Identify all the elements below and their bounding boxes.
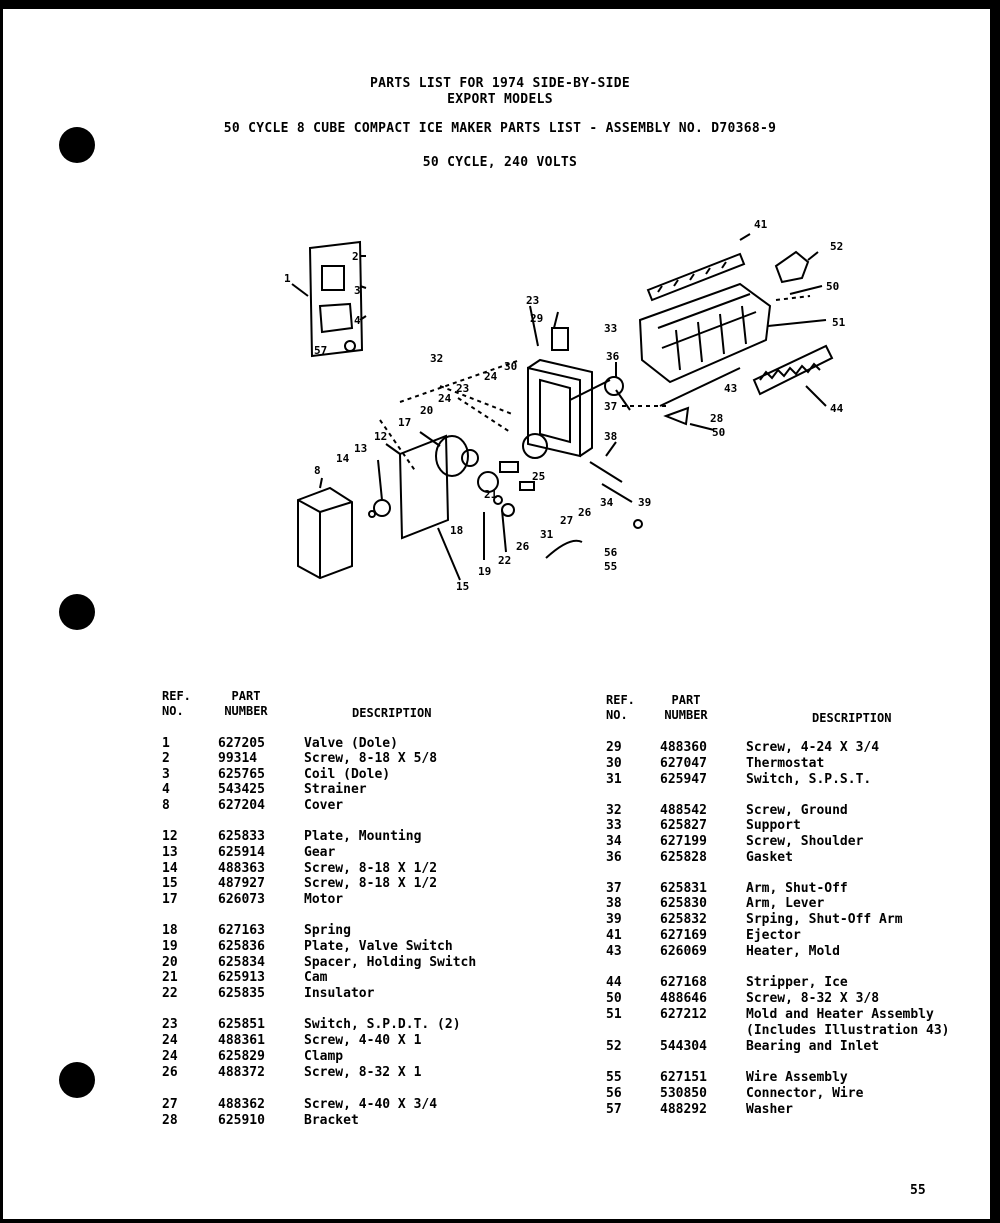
part-number: 625914	[218, 845, 265, 860]
ref-no: 8	[162, 798, 170, 813]
svg-text:37: 37	[604, 400, 618, 413]
scan-border-bottom	[0, 1219, 1000, 1223]
svg-text:21: 21	[484, 488, 498, 501]
part-description: Heater, Mold	[746, 944, 840, 959]
part-number: 625947	[660, 772, 707, 787]
part-number: 627151	[660, 1070, 707, 1085]
part-description: Bearing and Inlet	[746, 1039, 880, 1054]
part-number: 627163	[218, 923, 265, 938]
part-description: Plate, Mounting	[304, 829, 422, 844]
part-number: 627212	[660, 1007, 707, 1022]
part-number: 625829	[218, 1049, 265, 1064]
ref-no: 14	[162, 861, 178, 876]
valve-coil	[322, 266, 344, 290]
part-description: Washer	[746, 1102, 793, 1117]
part-number: 625835	[218, 986, 265, 1001]
ref-no: 18	[162, 923, 178, 938]
part-description: Cam	[304, 970, 328, 985]
part-description: Wire Assembly	[746, 1070, 848, 1085]
ref-no: 27	[162, 1097, 178, 1112]
part-description: Switch, S.P.D.T. (2)	[304, 1017, 461, 1032]
assembly-line: 50 CYCLE 8 CUBE COMPACT ICE MAKER PARTS LIST - ASSEMBLY NO. D70368-9	[223, 121, 777, 136]
svg-text:26: 26	[516, 540, 530, 553]
svg-text:2: 2	[352, 250, 359, 263]
cover-box	[298, 488, 352, 578]
part-number: 530850	[660, 1086, 707, 1101]
part-number: 625913	[218, 970, 265, 985]
svg-text:31: 31	[540, 528, 554, 541]
svg-text:18: 18	[450, 524, 464, 537]
part-number: 627205	[218, 736, 265, 751]
part-description: Spring	[304, 923, 351, 938]
svg-text:8: 8	[314, 464, 321, 477]
part-description: Srping, Shut-Off Arm	[746, 912, 903, 927]
part-description: Cover	[304, 798, 344, 813]
svg-text:3: 3	[354, 284, 361, 297]
part-description: Arm, Lever	[746, 896, 825, 911]
part-description: Connector, Wire	[746, 1086, 864, 1101]
svg-text:1: 1	[284, 272, 291, 285]
ref-no: 38	[606, 896, 622, 911]
ref-no: 33	[606, 818, 622, 833]
housing-support	[528, 368, 580, 456]
svg-text:27: 27	[560, 514, 574, 527]
svg-text:51: 51	[832, 316, 846, 329]
thermostat	[552, 328, 568, 350]
ref-no-header: REF. NO.	[606, 693, 635, 722]
part-description: Strainer	[304, 782, 367, 797]
ref-no: 13	[162, 845, 178, 860]
svg-text:50: 50	[712, 426, 726, 439]
ref-no: 4	[162, 782, 170, 797]
svg-text:23: 23	[526, 294, 540, 307]
part-number: 488372	[218, 1065, 265, 1080]
part-description: Gear	[304, 845, 336, 860]
ref-no: 51	[606, 1007, 622, 1022]
ref-no: 23	[162, 1017, 178, 1032]
svg-text:30: 30	[504, 360, 518, 373]
voltage-line: 50 CYCLE, 240 VOLTS	[422, 155, 578, 170]
ref-no: 24	[162, 1049, 178, 1064]
part-number: 488542	[660, 803, 707, 818]
svg-text:20: 20	[420, 404, 434, 417]
part-description: Thermostat	[746, 756, 825, 771]
svg-text:14: 14	[336, 452, 350, 465]
scan-border-top	[0, 0, 1000, 9]
part-description: Screw, Shoulder	[746, 834, 864, 849]
ref-no: 20	[162, 955, 178, 970]
ref-no: 17	[162, 892, 178, 907]
subtitle-line: EXPORT MODELS	[447, 92, 553, 107]
part-number: 625851	[218, 1017, 265, 1032]
valve-body	[320, 304, 352, 332]
title-line: PARTS LIST FOR 1974 SIDE-BY-SIDE	[369, 76, 631, 91]
ref-no: 3	[162, 767, 170, 782]
page-number: 55	[910, 1183, 926, 1198]
ref-no: 26	[162, 1065, 178, 1080]
ref-no: 24	[162, 1033, 178, 1048]
part-description: Mold and Heater Assembly	[746, 1007, 934, 1022]
ref-no: 12	[162, 829, 178, 844]
svg-text:56: 56	[604, 546, 618, 559]
ref-no: 39	[606, 912, 622, 927]
part-number: 625830	[660, 896, 707, 911]
ref-no: 43	[606, 944, 622, 959]
part-number: 627204	[218, 798, 265, 813]
part-number: 625827	[660, 818, 707, 833]
svg-text:39: 39	[638, 496, 652, 509]
ref-no: 30	[606, 756, 622, 771]
part-description: Motor	[304, 892, 344, 907]
ref-no: 31	[606, 772, 622, 787]
part-description: Bracket	[304, 1113, 359, 1128]
ref-no: 1	[162, 736, 170, 751]
part-number: 625765	[218, 767, 265, 782]
svg-text:24: 24	[484, 370, 498, 383]
part-number: 626069	[660, 944, 707, 959]
part-description: Screw, 4-24 X 3/4	[746, 740, 880, 755]
part-number-header: PART NUMBER	[224, 689, 268, 718]
part-description: Support	[746, 818, 801, 833]
binder-hole	[59, 1062, 95, 1098]
part-description: Plate, Valve Switch	[304, 939, 453, 954]
svg-text:26: 26	[578, 506, 592, 519]
part-number: 627047	[660, 756, 707, 771]
ref-no: 15	[162, 876, 178, 891]
ref-no-header: REF. NO.	[162, 689, 191, 718]
part-description: Screw, Ground	[746, 803, 848, 818]
svg-text:32: 32	[430, 352, 444, 365]
part-description: (Includes Illustration 43)	[746, 1023, 950, 1038]
part-number: 488362	[218, 1097, 265, 1112]
ref-no: 44	[606, 975, 622, 990]
part-number: 487927	[218, 876, 265, 891]
part-number: 625833	[218, 829, 265, 844]
ref-no: 50	[606, 991, 622, 1006]
ref-no: 21	[162, 970, 178, 985]
svg-text:25: 25	[532, 470, 546, 483]
description-header: DESCRIPTION	[812, 711, 892, 725]
ref-no: 36	[606, 850, 622, 865]
svg-text:29: 29	[530, 312, 544, 325]
part-number: 488361	[218, 1033, 265, 1048]
part-description: Switch, S.P.S.T.	[746, 772, 872, 787]
svg-text:17: 17	[398, 416, 412, 429]
part-description: Screw, 8-32 X 1	[304, 1065, 422, 1080]
ref-no: 41	[606, 928, 622, 943]
ref-no: 22	[162, 986, 178, 1001]
part-description: Screw, 4-40 X 3/4	[304, 1097, 438, 1112]
bracket	[666, 408, 688, 424]
part-number: 544304	[660, 1039, 707, 1054]
svg-text:4: 4	[354, 314, 361, 327]
ref-no: 28	[162, 1113, 178, 1128]
wire-assembly	[546, 541, 582, 558]
part-description: Screw, 8-18 X 1/2	[304, 861, 438, 876]
description-header: DESCRIPTION	[352, 706, 432, 720]
part-number: 625828	[660, 850, 707, 865]
svg-text:13: 13	[354, 442, 368, 455]
svg-text:23: 23	[456, 382, 470, 395]
ref-no: 34	[606, 834, 622, 849]
svg-text:15: 15	[456, 580, 470, 593]
part-description: Gasket	[746, 850, 793, 865]
svg-text:38: 38	[604, 430, 618, 443]
part-description: Screw, 4-40 X 1	[304, 1033, 422, 1048]
svg-text:44: 44	[830, 402, 844, 415]
scan-border-right	[990, 0, 1000, 1223]
strainer	[345, 341, 355, 351]
part-number: 627168	[660, 975, 707, 990]
bearing-inlet	[776, 252, 808, 282]
scan-border-left	[0, 0, 3, 1223]
svg-text:34: 34	[600, 496, 614, 509]
part-number: 488360	[660, 740, 707, 755]
part-description: Coil (Dole)	[304, 767, 391, 782]
part-description: Arm, Shut-Off	[746, 881, 848, 896]
svg-text:19: 19	[478, 565, 492, 578]
part-number: 625831	[660, 881, 707, 896]
ref-no: 37	[606, 881, 622, 896]
part-number: 543425	[218, 782, 265, 797]
ref-no: 2	[162, 751, 170, 766]
part-number: 488363	[218, 861, 265, 876]
svg-text:28: 28	[710, 412, 724, 425]
part-description: Screw, 8-18 X 5/8	[304, 751, 438, 766]
part-number-header: PART NUMBER	[664, 693, 708, 722]
ref-no: 56	[606, 1086, 622, 1101]
ref-no: 52	[606, 1039, 622, 1054]
part-number: 488292	[660, 1102, 707, 1117]
part-description: Screw, 8-18 X 1/2	[304, 876, 438, 891]
part-number: 625836	[218, 939, 265, 954]
exploded-parts-diagram	[270, 210, 900, 600]
ref-no: 19	[162, 939, 178, 954]
ice-mold	[640, 284, 770, 382]
part-number: 625834	[218, 955, 265, 970]
svg-text:52: 52	[830, 240, 844, 253]
ref-no: 32	[606, 803, 622, 818]
svg-text:36: 36	[606, 350, 620, 363]
part-description: Stripper, Ice	[746, 975, 848, 990]
part-number: 488646	[660, 991, 707, 1006]
part-description: Valve (Dole)	[304, 736, 398, 751]
svg-text:24: 24	[438, 392, 452, 405]
part-number: 625832	[660, 912, 707, 927]
svg-text:50: 50	[826, 280, 840, 293]
svg-text:43: 43	[724, 382, 738, 395]
part-number: 627169	[660, 928, 707, 943]
part-description: Insulator	[304, 986, 375, 1001]
part-number: 627199	[660, 834, 707, 849]
mounting-plate	[400, 436, 448, 538]
binder-hole	[59, 594, 95, 630]
part-number: 626073	[218, 892, 265, 907]
svg-text:57: 57	[314, 344, 328, 357]
ref-no: 57	[606, 1102, 622, 1117]
part-description: Clamp	[304, 1049, 344, 1064]
part-description: Ejector	[746, 928, 801, 943]
part-description: Screw, 8-32 X 3/8	[746, 991, 880, 1006]
part-number: 99314	[218, 751, 258, 766]
svg-text:41: 41	[754, 218, 768, 231]
part-description: Spacer, Holding Switch	[304, 955, 477, 970]
ref-no: 29	[606, 740, 622, 755]
svg-text:55: 55	[604, 560, 618, 573]
ejector	[648, 254, 744, 300]
svg-text:12: 12	[374, 430, 388, 443]
part-number: 625910	[218, 1113, 265, 1128]
svg-text:33: 33	[604, 322, 618, 335]
svg-text:22: 22	[498, 554, 512, 567]
ref-no: 55	[606, 1070, 622, 1085]
